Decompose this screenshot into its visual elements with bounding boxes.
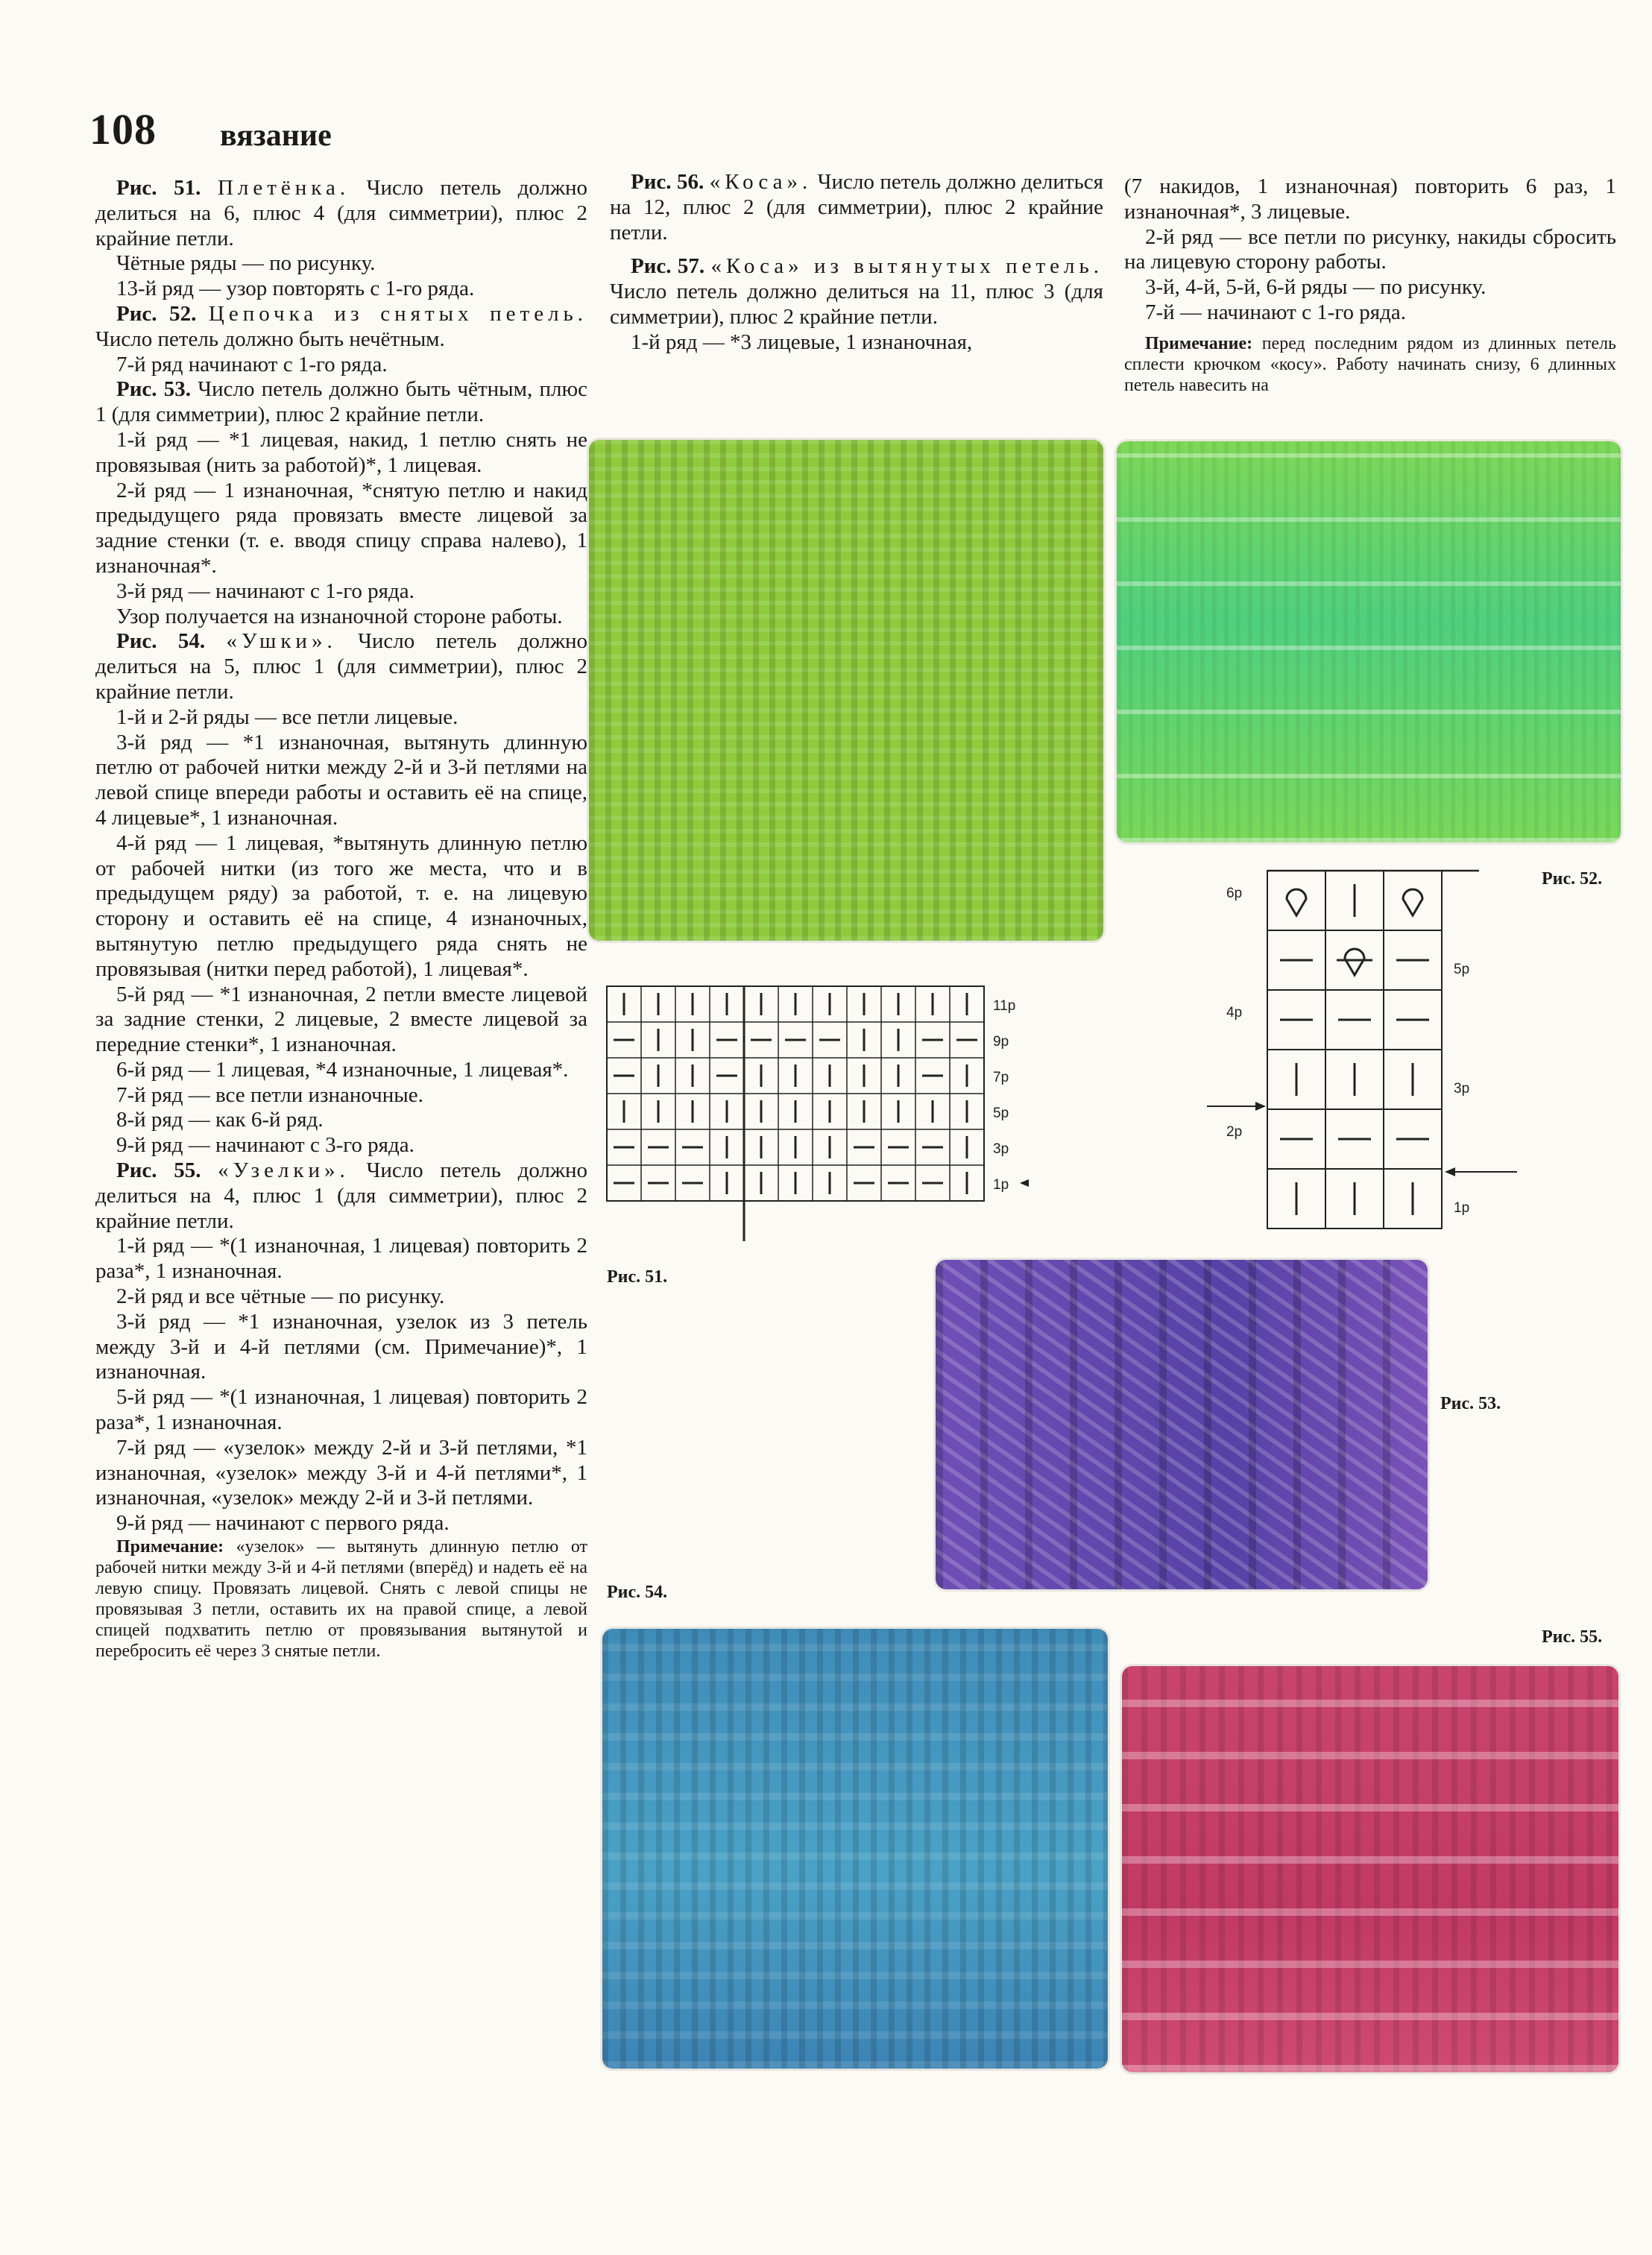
row-label: 11р [993,998,1016,1014]
paragraph: Чётные ряды — по рисунку. [116,251,376,276]
paragraph: 5-й ряд — *(1 изнаночная, 1 лицевая) повторить 2 раза*, 1 изнаночная. [95,1385,587,1435]
paragraph: Рис. 51. Плетёнка. Число петель должно делиться на 6, плюс 4 (для симметрии), плюс 2 крайние петли. [95,176,588,250]
chart-grid [607,986,1029,1241]
row-label: 4р [1226,1005,1243,1021]
paragraph: 1-й и 2-й ряды — все петли лицевые. [116,704,458,729]
paragraph: 3-й ряд — начинают с 1-го ряда. [116,578,414,603]
paragraph: 4-й ряд — 1 лицевая, *вытянуть длинную петлю от рабочей нитки (из того же места, что и в предыдущем ряду) за работой, т. е. на лицевую сторону и оставить её на спице, 4 изнаночных, вытянутую петлю предыдущего ряда снять не провязывая (нитки перед работой), 1 лицевая*. [95,830,587,981]
paragraph: 8-й ряд — как 6-й ряд. [116,1108,324,1132]
swatch-photo-pink [1122,1666,1618,2072]
row-label: 9р [993,1034,1009,1050]
row-label: 6р [1226,886,1243,901]
paragraph: Рис. 55. «Узелки». Число петель должно делиться на 4, плюс 1 (для симметрии), плюс 2 крайние петли. [95,1158,588,1233]
paragraph: 2-й ряд — все петли по рисунку, накиды сбросить на лицевую сторону работы. [1124,224,1616,274]
paragraph: 7-й — начинают с 1-го ряда. [1145,300,1407,324]
paragraph: Рис. 52. Цепочка из снятых петель. Число петель должно быть нечётным. [95,301,588,351]
paragraph: 1-й ряд — *3 лицевые, 1 изнаночная, [631,329,973,354]
paragraph: 5-й ряд — *1 изнаночная, 2 петли вместе лицевой за задние стенки, 2 лицевые, 2 вместе лицевой за передние стенки*, 1 изнаночная. [95,982,587,1057]
row-label: 2р [1226,1124,1243,1140]
text-column-3 [1124,174,1616,396]
caption-fig-54: Рис. 54. [607,1583,668,1602]
paragraph: Рис. 53. Число петель должно быть чётным, плюс 1 (для симметрии), плюс 2 крайние петли. [95,377,588,427]
paragraph: 2-й ряд — 1 изнаночная, *снятую петлю и накид предыдущего ряда провязать вместе лицевой за задние стенки (т. е. вводя спицу справа налево), 1 изнаночная*. [95,478,587,578]
paragraph: Рис. 57. «Коса» из вытянутых петель. Число петель должно делиться на 11, плюс 3 (для симметрии), плюс 2 крайние петли. [610,254,1103,329]
arrow-head [1445,1167,1455,1176]
swatch-photo-purple [936,1260,1428,1589]
swatch-photo-green [589,440,1103,941]
knitting-chart-52 [1204,865,1517,1230]
section-title: вязание [220,119,332,153]
row-label: 1р [993,1177,1009,1193]
paragraph: 1-й ряд — *(1 изнаночная, 1 лицевая) повторить 2 раза*, 1 изнаночная. [95,1234,587,1284]
row-label: 5р [1454,962,1470,977]
caption-fig-53: Рис. 53. [1440,1394,1501,1413]
paragraph: 2-й ряд и все чётные — по рисунку. [116,1284,445,1309]
arrow-head [1020,1179,1029,1188]
text-column-1 [95,176,587,1662]
caption-fig-51: Рис. 51. [607,1267,668,1287]
row-label: 1р [1454,1200,1470,1216]
paragraph: Рис. 54. «Ушки». Число петель должно делиться на 5, плюс 1 (для симметрии), плюс 2 крайние петли. [95,629,588,704]
swatch-photo-lime [1117,441,1621,842]
row-label: 7р [993,1070,1009,1085]
paragraph: Узор получается на изнаночной стороне работы. [116,604,563,628]
paragraph: 1-й ряд — *1 лицевая, накид, 1 петлю снять не провязывая (нить за работой)*, 1 лицевая. [95,427,587,477]
paragraph: 3-й ряд — *1 изнаночная, вытянуть длинную петлю от рабочей нитки между 2-й и 3-й петлями на левой спице впереди работы и оставить её на спице, 4 лицевые*, 1 изнаночная. [95,730,587,830]
row-label: 3р [1454,1081,1470,1097]
paragraph: 9-й ряд — начинают с 3-го ряда. [116,1133,414,1158]
paragraph: Рис. 56. «Коса». Число петель должно делиться на 12, плюс 2 (для симметрии), плюс 2 крайние петли. [610,170,1104,245]
slip-stitch-symbol [1403,889,1422,915]
slip-stitch-symbol [1287,889,1306,915]
chart-grid [1207,871,1517,1229]
swatch-photo-blue [602,1629,1108,2069]
paragraph: 6-й ряд — 1 лицевая, *4 изнаночные, 1 лицевая*. [116,1057,569,1082]
row-label: 3р [993,1141,1009,1157]
caption-fig-52: Рис. 52. [1542,869,1603,889]
slip-stitch-symbol [1345,949,1364,975]
paragraph: 7-й ряд — «узелок» между 2-й и 3-й петлями, *1 изнаночная, «узелок» между 3-й и 4-й петлями*, 1 изнаночная, «узелок» между 2-й и 3-й петлями. [95,1435,587,1510]
arrow-head [1255,1102,1266,1111]
paragraph: 7-й ряд — все петли изнаночные. [116,1082,423,1107]
paragraph: 9-й ряд — начинают с первого ряда. [116,1511,450,1536]
paragraph: (7 накидов, 1 изнаночная) повторить 6 раз, 1 изнаночная*, 3 лицевые. [1124,174,1616,224]
row-label: 5р [993,1106,1009,1121]
paragraph: 7-й ряд начинают с 1-го ряда. [116,352,388,376]
text-column-2 [610,170,1103,356]
knitting-chart-51 [604,980,1029,1241]
note: Примечание: «узелок» — вытянуть длинную петлю от рабочей нитки между 3-й и 4-й петлями (вперёд) и надеть её на левую спицу. Провязать лицевой. Снять с левой спицы не провязывая 3 петли, оставить их на правой спице, а левой спицей подхватить петлю от провязывания вытянутой и перебросить её через 3 снятые петли. [95,1537,588,1662]
page-number: 108 [89,105,157,154]
paragraph: 13-й ряд — узор повторять с 1-го ряда. [116,277,475,301]
note: Примечание: перед последним рядом из длинных петель сплести крючком «косу». Работу начинать снизу, 6 длинных петель навесить на [1124,333,1616,395]
paragraph: 3-й, 4-й, 5-й, 6-й ряды — по рисунку. [1145,275,1487,300]
paragraph: 3-й ряд — *1 изнаночная, узелок из 3 петель между 3-й и 4-й петлями (см. Примечание)*, 1 изнаночная. [95,1309,587,1384]
caption-fig-55: Рис. 55. [1542,1627,1603,1647]
